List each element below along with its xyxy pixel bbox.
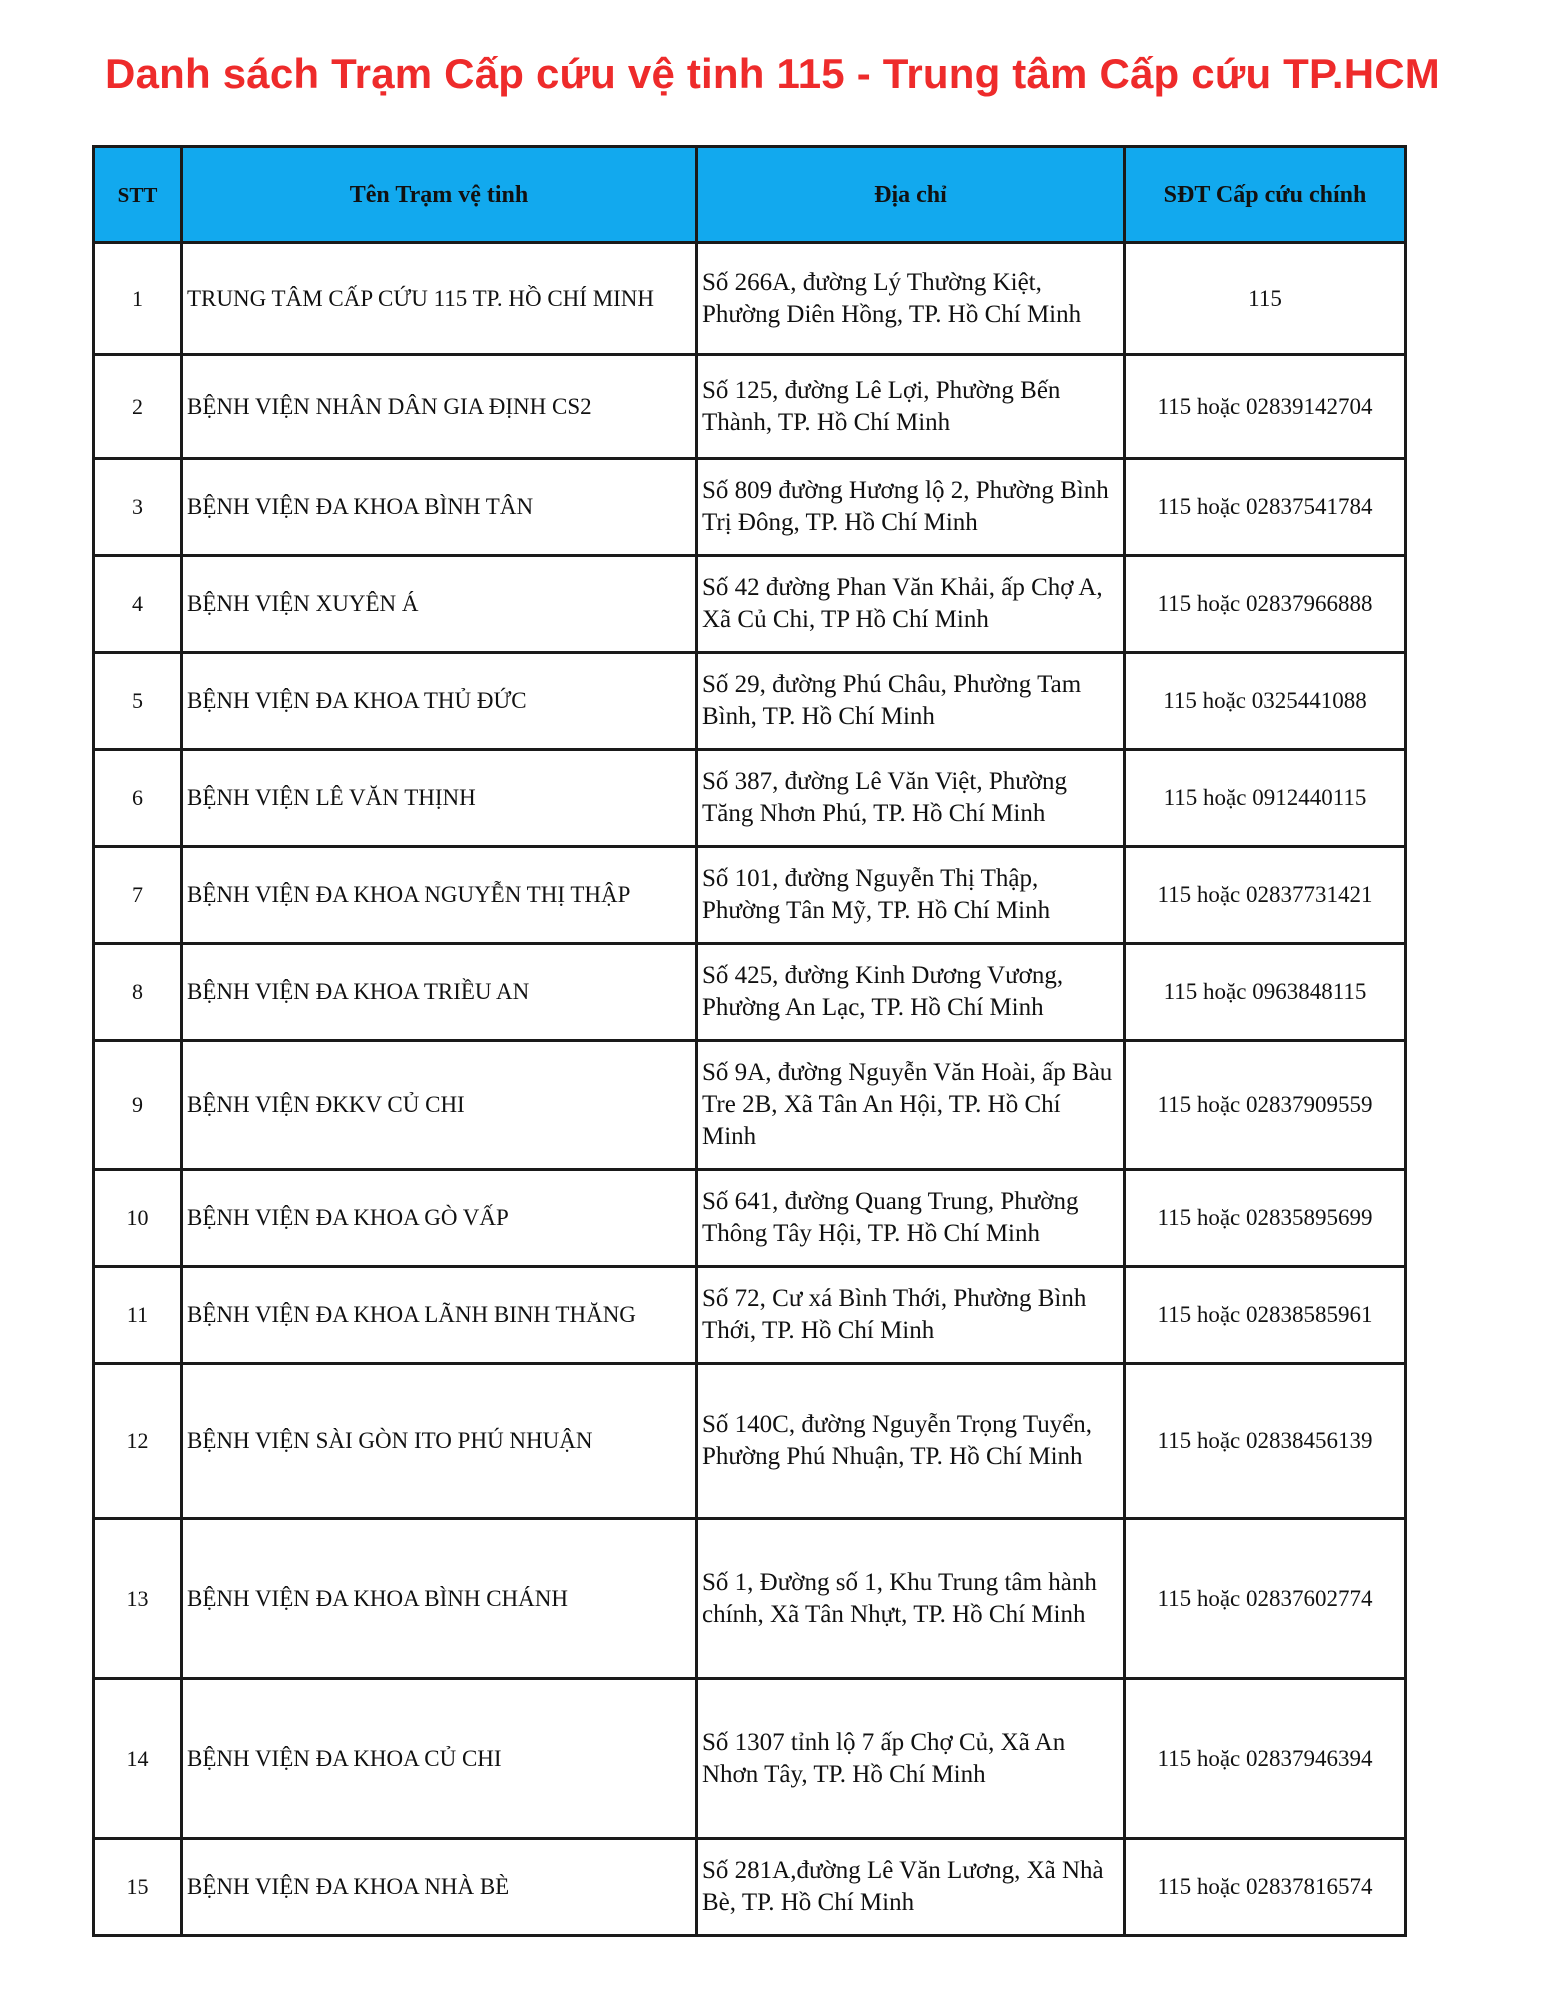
table-row xyxy=(94,355,1406,459)
row-address: Số 125, đường Lê Lợi, Phường Bến Thành, TP. Hồ Chí Minh xyxy=(697,355,1125,459)
row-phone: 115 hoặc 02835895699 xyxy=(1125,1170,1406,1267)
table-row xyxy=(94,1170,1406,1267)
row-stt: 2 xyxy=(94,355,182,459)
stations-table xyxy=(92,145,1407,1937)
row-stt: 6 xyxy=(94,750,182,847)
row-address: Số 29, đường Phú Châu, Phường Tam Bình, TP. Hồ Chí Minh xyxy=(697,653,1125,750)
page-title: Danh sách Trạm Cấp cứu vệ tinh 115 - Trung tâm Cấp cứu TP.HCM xyxy=(105,50,1440,97)
row-address: Số 266A, đường Lý Thường Kiệt, Phường Diên Hồng, TP. Hồ Chí Minh xyxy=(697,243,1125,355)
table-row xyxy=(94,243,1406,355)
row-address: Số 641, đường Quang Trung, Phường Thông Tây Hội, TP. Hồ Chí Minh xyxy=(697,1170,1125,1267)
row-stt: 1 xyxy=(94,243,182,355)
row-address: Số 425, đường Kinh Dương Vương, Phường An Lạc, TP. Hồ Chí Minh xyxy=(697,944,1125,1041)
row-address: Số 140C, đường Nguyễn Trọng Tuyển, Phường Phú Nhuận, TP. Hồ Chí Minh xyxy=(697,1364,1125,1519)
table-row xyxy=(94,847,1406,944)
row-stt: 5 xyxy=(94,653,182,750)
row-stt: 12 xyxy=(94,1364,182,1519)
row-stt: 7 xyxy=(94,847,182,944)
row-address: Số 387, đường Lê Văn Việt, Phường Tăng Nhơn Phú, TP. Hồ Chí Minh xyxy=(697,750,1125,847)
table-row xyxy=(94,944,1406,1041)
row-address: Số 1307 tỉnh lộ 7 ấp Chợ Củ, Xã An Nhơn Tây, TP. Hồ Chí Minh xyxy=(697,1679,1125,1839)
header-phone: SĐT Cấp cứu chính xyxy=(1125,147,1406,243)
row-station-name: BỆNH VIỆN LÊ VĂN THỊNH xyxy=(182,750,697,847)
row-phone: 115 hoặc 02837816574 xyxy=(1125,1839,1406,1936)
row-station-name: TRUNG TÂM CẤP CỨU 115 TP. HỒ CHÍ MINH xyxy=(182,243,697,355)
row-station-name: BỆNH VIỆN ĐA KHOA THỦ ĐỨC xyxy=(182,653,697,750)
row-stt: 3 xyxy=(94,459,182,556)
header-address: Địa chỉ xyxy=(697,147,1125,243)
row-station-name: BỆNH VIỆN ĐA KHOA LÃNH BINH THĂNG xyxy=(182,1267,697,1364)
table-row xyxy=(94,556,1406,653)
row-station-name: BỆNH VIỆN ĐA KHOA BÌNH TÂN xyxy=(182,459,697,556)
row-phone: 115 hoặc 02837946394 xyxy=(1125,1679,1406,1839)
row-stt: 11 xyxy=(94,1267,182,1364)
row-phone: 115 hoặc 02837541784 xyxy=(1125,459,1406,556)
row-stt: 4 xyxy=(94,556,182,653)
row-phone: 115 hoặc 02837731421 xyxy=(1125,847,1406,944)
row-address: Số 809 đường Hương lộ 2, Phường Bình Trị Đông, TP. Hồ Chí Minh xyxy=(697,459,1125,556)
row-phone: 115 hoặc 0963848115 xyxy=(1125,944,1406,1041)
row-address: Số 42 đường Phan Văn Khải, ấp Chợ A, Xã Củ Chi, TP Hồ Chí Minh xyxy=(697,556,1125,653)
row-station-name: BỆNH VIỆN NHÂN DÂN GIA ĐỊNH CS2 xyxy=(182,355,697,459)
table-header-row xyxy=(94,147,1406,243)
row-stt: 9 xyxy=(94,1041,182,1170)
table-row xyxy=(94,1519,1406,1679)
row-station-name: BỆNH VIỆN SÀI GÒN ITO PHÚ NHUẬN xyxy=(182,1364,697,1519)
row-station-name: BỆNH VIỆN ĐA KHOA NGUYỄN THỊ THẬP xyxy=(182,847,697,944)
row-phone: 115 hoặc 0912440115 xyxy=(1125,750,1406,847)
row-address: Số 281A,đường Lê Văn Lương, Xã Nhà Bè, TP. Hồ Chí Minh xyxy=(697,1839,1125,1936)
header-stt: STT xyxy=(94,147,182,243)
table-row xyxy=(94,1041,1406,1170)
table-body xyxy=(94,243,1406,1936)
table-row xyxy=(94,1679,1406,1839)
row-station-name: BỆNH VIỆN ĐA KHOA TRIỀU AN xyxy=(182,944,697,1041)
row-stt: 8 xyxy=(94,944,182,1041)
row-phone: 115 hoặc 02838585961 xyxy=(1125,1267,1406,1364)
table-row xyxy=(94,459,1406,556)
row-address: Số 101, đường Nguyễn Thị Thập, Phường Tân Mỹ, TP. Hồ Chí Minh xyxy=(697,847,1125,944)
row-stt: 13 xyxy=(94,1519,182,1679)
row-phone: 115 hoặc 0325441088 xyxy=(1125,653,1406,750)
row-station-name: BỆNH VIỆN ĐKKV CỦ CHI xyxy=(182,1041,697,1170)
row-stt: 14 xyxy=(94,1679,182,1839)
table-row xyxy=(94,653,1406,750)
row-station-name: BỆNH VIỆN ĐA KHOA GÒ VẤP xyxy=(182,1170,697,1267)
row-address: Số 1, Đường số 1, Khu Trung tâm hành chính, Xã Tân Nhựt, TP. Hồ Chí Minh xyxy=(697,1519,1125,1679)
row-phone: 115 hoặc 02837909559 xyxy=(1125,1041,1406,1170)
row-phone: 115 hoặc 02837602774 xyxy=(1125,1519,1406,1679)
row-phone: 115 xyxy=(1125,243,1406,355)
table-row xyxy=(94,750,1406,847)
table-row xyxy=(94,1839,1406,1936)
row-phone: 115 hoặc 02838456139 xyxy=(1125,1364,1406,1519)
table-row xyxy=(94,1364,1406,1519)
row-station-name: BỆNH VIỆN ĐA KHOA NHÀ BÈ xyxy=(182,1839,697,1936)
row-phone: 115 hoặc 02837966888 xyxy=(1125,556,1406,653)
row-address: Số 9A, đường Nguyễn Văn Hoài, ấp Bàu Tre 2B, Xã Tân An Hội, TP. Hồ Chí Minh xyxy=(697,1041,1125,1170)
row-phone: 115 hoặc 02839142704 xyxy=(1125,355,1406,459)
row-address: Số 72, Cư xá Bình Thới, Phường Bình Thới, TP. Hồ Chí Minh xyxy=(697,1267,1125,1364)
row-station-name: BỆNH VIỆN ĐA KHOA CỦ CHI xyxy=(182,1679,697,1839)
table-row xyxy=(94,1267,1406,1364)
row-station-name: BỆNH VIỆN XUYÊN Á xyxy=(182,556,697,653)
row-station-name: BỆNH VIỆN ĐA KHOA BÌNH CHÁNH xyxy=(182,1519,697,1679)
header-station-name: Tên Trạm vệ tinh xyxy=(182,147,697,243)
row-stt: 10 xyxy=(94,1170,182,1267)
row-stt: 15 xyxy=(94,1839,182,1936)
